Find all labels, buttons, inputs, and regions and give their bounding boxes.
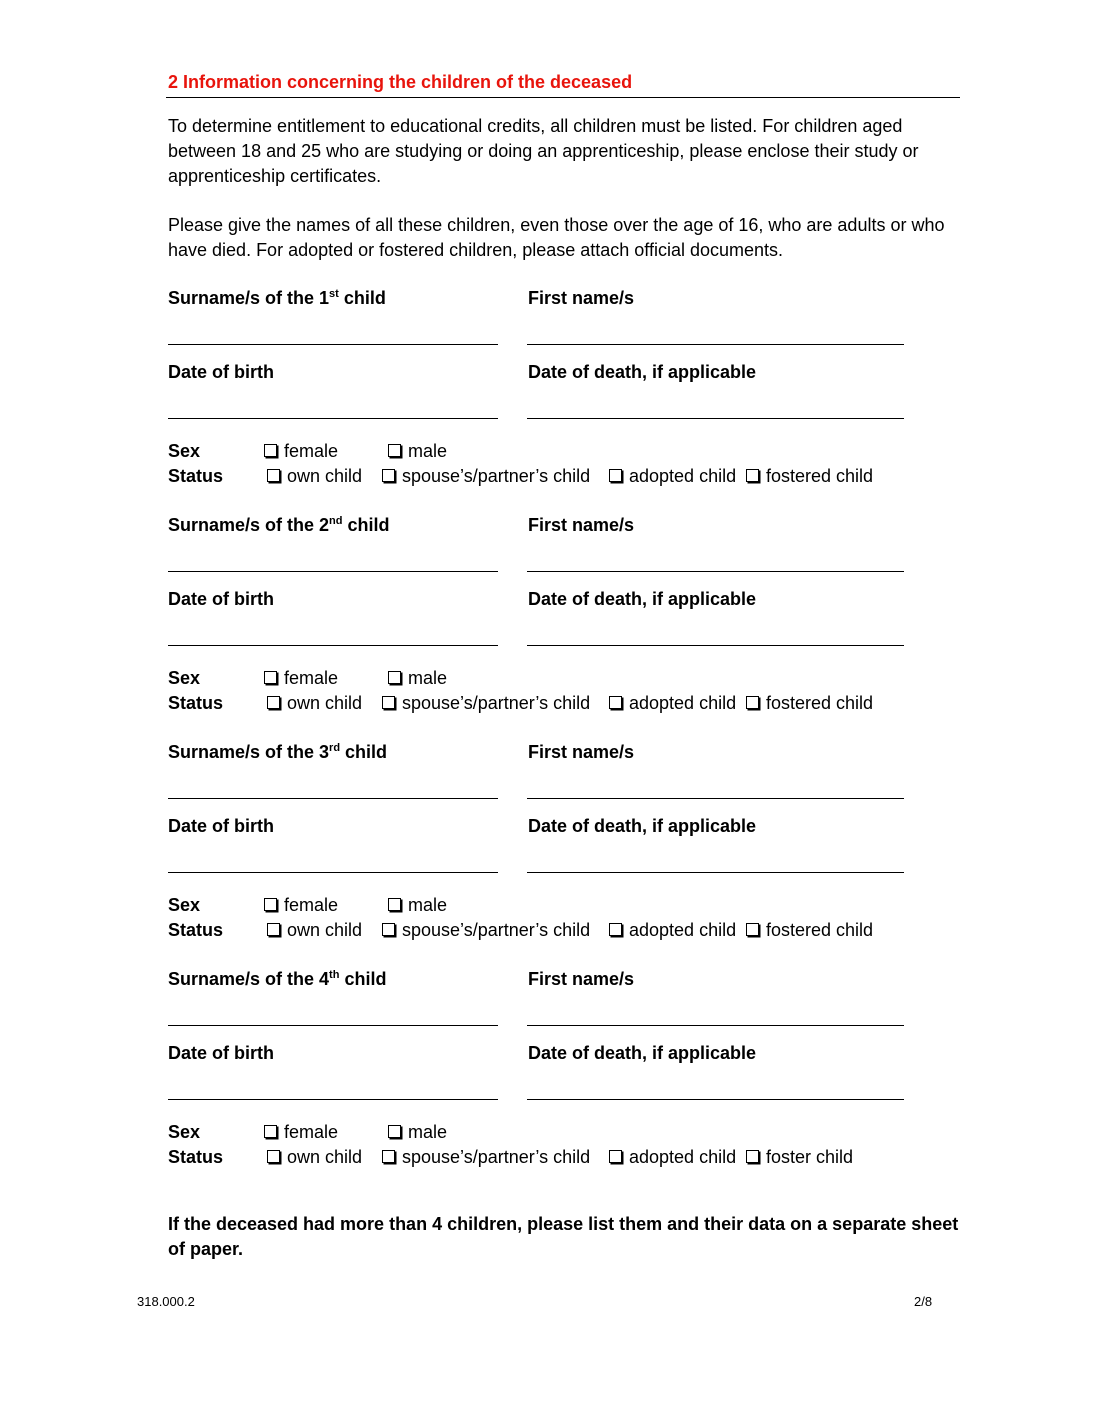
sex-option-female[interactable] [264,441,338,462]
date-of-death-label: Date of death, if applicable [528,1043,757,1063]
checkbox-icon[interactable] [609,696,622,709]
surname-label [168,969,386,990]
sex-option-label: female [284,668,339,688]
status-option-label: own child [287,693,363,713]
surname-field[interactable] [168,798,498,799]
status-option[interactable] [382,466,590,487]
date-of-birth-label: Date of birth [168,362,274,382]
ordinal-number: 1 [319,288,330,308]
status-option[interactable] [746,1147,853,1168]
sex-option-label: male [408,1122,448,1142]
status-label: Status [168,466,224,486]
sex-option-male[interactable] [388,441,447,462]
status-option[interactable] [382,920,590,941]
date-of-birth-label: Date of birth [168,589,274,609]
status-option-label: adopted child [629,1147,737,1167]
sex-option-male[interactable] [388,1122,447,1143]
date-of-birth-label: Date of birth [168,816,274,836]
status-label: Status [168,1147,224,1167]
status-option-label: spouse’s/partner’s child [402,693,591,713]
checkbox-icon[interactable] [382,1150,395,1163]
sex-label: Sex [168,895,201,915]
surname-label-prefix: Surname/s of the [168,969,320,989]
checkbox-icon[interactable] [264,1125,277,1138]
status-option-label: fostered child [766,920,874,940]
date-of-death-label: Date of death, if applicable [528,816,757,836]
surname-label [168,515,390,536]
sex-option-female[interactable] [264,668,338,689]
form-number: 318.000.2 [137,1294,195,1309]
date-of-death-field[interactable] [527,418,904,419]
checkbox-icon[interactable] [746,923,759,936]
checkbox-icon[interactable] [267,696,280,709]
checkbox-icon[interactable] [267,469,280,482]
date-of-birth-field[interactable] [168,1099,498,1100]
checkbox-icon[interactable] [264,898,277,911]
surname-label-suffix: child [340,742,388,762]
checkbox-icon[interactable] [609,469,622,482]
status-option-label: adopted child [629,920,737,940]
checkbox-icon[interactable] [388,671,401,684]
status-option[interactable] [267,466,362,487]
status-option-label: own child [287,920,363,940]
surname-label-suffix: child [339,969,387,989]
date-of-birth-label: Date of birth [168,1043,274,1063]
status-option-label: fostered child [766,693,874,713]
status-option[interactable] [267,693,362,714]
status-label: Status [168,693,224,713]
checkbox-icon[interactable] [746,696,759,709]
status-option-label: spouse’s/partner’s child [402,466,591,486]
checkbox-icon[interactable] [264,444,277,457]
ordinal-number: 2 [319,515,330,535]
sex-option-label: male [408,441,448,461]
status-option-label: own child [287,466,363,486]
date-of-birth-field[interactable] [168,872,498,873]
ordinal-number: 3 [319,742,330,762]
status-option-label: spouse’s/partner’s child [402,1147,591,1167]
sex-option-label: male [408,895,448,915]
checkbox-icon[interactable] [382,696,395,709]
date-of-death-label: Date of death, if applicable [528,589,757,609]
checkbox-icon[interactable] [746,469,759,482]
first-name-label: First name/s [528,515,635,535]
date-of-death-field[interactable] [527,645,904,646]
status-option[interactable] [267,920,362,941]
status-option-label: foster child [766,1147,854,1167]
sex-option-female[interactable] [264,1122,338,1143]
status-option[interactable] [382,1147,590,1168]
surname-label-prefix: Surname/s of the [168,742,320,762]
first-name-field[interactable] [527,1025,904,1026]
surname-field[interactable] [168,571,498,572]
sex-option-female[interactable] [264,895,338,916]
checkbox-icon[interactable] [746,1150,759,1163]
checkbox-icon[interactable] [388,444,401,457]
section-divider [166,97,960,98]
checkbox-icon[interactable] [382,923,395,936]
surname-label-prefix: Surname/s of the [168,288,320,308]
sex-label: Sex [168,668,201,688]
status-option-label: fostered child [766,466,874,486]
surname-label [168,742,387,763]
ordinal-suffix: th [329,969,340,981]
date-of-death-field[interactable] [527,1099,904,1100]
first-name-field[interactable] [527,571,904,572]
sex-option-male[interactable] [388,668,447,689]
status-option[interactable] [609,920,736,941]
sex-option-label: male [408,668,448,688]
first-name-field[interactable] [527,798,904,799]
checkbox-icon[interactable] [609,923,622,936]
extra-children-note: If the deceased had more than 4 children, please list them and their data on a separate sheet of paper. [168,1214,959,1259]
date-of-death-field[interactable] [527,872,904,873]
checkbox-icon[interactable] [382,469,395,482]
surname-label-suffix: child [338,288,386,308]
checkbox-icon[interactable] [267,1150,280,1163]
surname-field[interactable] [168,1025,498,1026]
status-option-label: adopted child [629,693,737,713]
checkbox-icon[interactable] [267,923,280,936]
checkbox-icon[interactable] [609,1150,622,1163]
checkbox-icon[interactable] [388,1125,401,1138]
sex-option-label: female [284,1122,339,1142]
status-option-label: own child [287,1147,363,1167]
surname-label-prefix: Surname/s of the [168,515,320,535]
ordinal-suffix: st [329,288,339,300]
date-of-birth-field[interactable] [168,418,498,419]
sex-label: Sex [168,1122,201,1142]
status-option[interactable] [746,693,873,714]
sex-option-label: female [284,895,339,915]
first-name-label: First name/s [528,742,635,762]
intro-paragraph-1: To determine entitlement to educational credits, all children must be listed. For children aged between 18 and 25 who are studying or doing an apprenticeship, please enclose their study or apprenticeship certificates. [168,116,919,186]
date-of-death-label: Date of death, if applicable [528,362,757,382]
status-option-label: spouse’s/partner’s child [402,920,591,940]
first-name-label: First name/s [528,969,635,989]
status-option[interactable] [609,1147,736,1168]
ordinal-suffix: nd [329,515,343,527]
status-option[interactable] [609,466,736,487]
checkbox-icon[interactable] [388,898,401,911]
sex-label: Sex [168,441,201,461]
status-option[interactable] [267,1147,362,1168]
surname-label [168,288,386,309]
sex-option-male[interactable] [388,895,447,916]
status-option[interactable] [609,693,736,714]
status-option[interactable] [382,693,590,714]
section-title: 2 Information concerning the children of the deceased [168,72,633,92]
status-label: Status [168,920,224,940]
page-number: 2/8 [914,1294,933,1309]
status-option[interactable] [746,920,873,941]
intro-paragraph-2: Please give the names of all these children, even those over the age of 16, who are adults or who have died. For adopted or fostered children, please attach official documents. [168,215,945,260]
ordinal-number: 4 [319,969,330,989]
sex-option-label: female [284,441,339,461]
surname-field[interactable] [168,344,498,345]
ordinal-suffix: rd [329,742,341,754]
first-name-field[interactable] [527,344,904,345]
status-option-label: adopted child [629,466,737,486]
checkbox-icon[interactable] [264,671,277,684]
date-of-birth-field[interactable] [168,645,498,646]
surname-label-suffix: child [342,515,390,535]
status-option[interactable] [746,466,873,487]
first-name-label: First name/s [528,288,635,308]
